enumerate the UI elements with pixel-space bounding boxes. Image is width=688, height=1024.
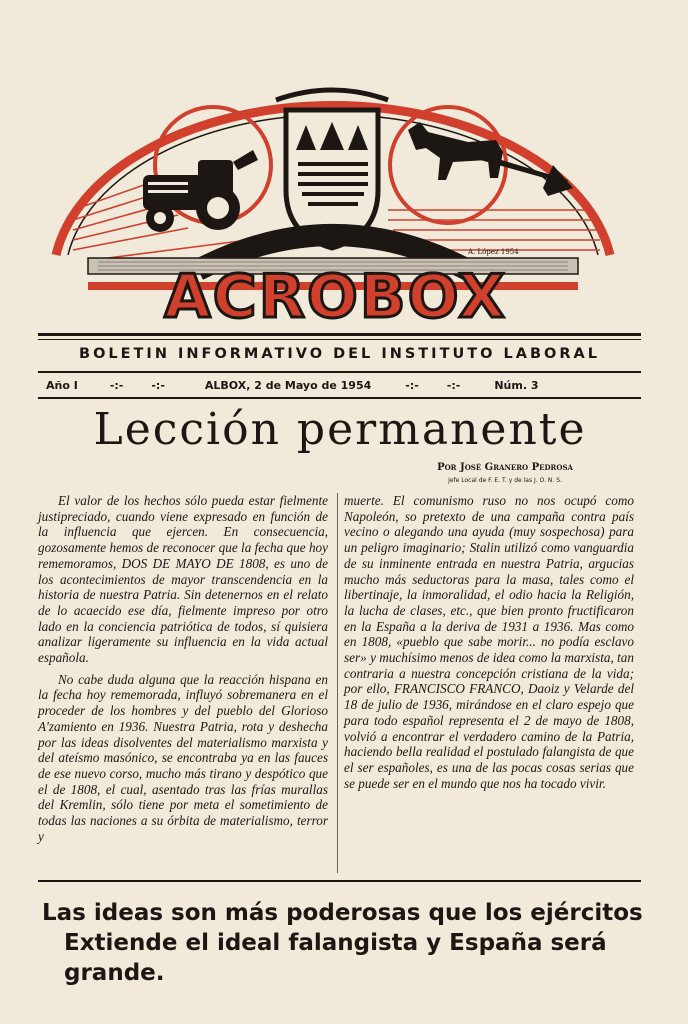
- article-paragraph: muerte. El comunismo ruso no nos ocupó como Napoleón, so pretexto de una campaña contra país vecino o alegando una ayuda (muy sospechosa) para un peligro imaginario; Stalin utilizó como vanguardia de su inminente entrada en nuestra Patria, argucias mucho más seductoras para la masa, tales como el libertinaje, la inmoralidad, el odio hacia la Religión, la lucha de clases, etc., que bien pronto fructificaron en la España a la deriva de 1931 a 1936. Mas como en 1808, «pueblo que sabe morir... no podía esclavo ser» y muchísimo menos de idea como la marxista, tan contraria a nuestra concepción cristiana de la vida; por ello, FRANCISCO FRANCO, Daoiz y Velarde del 18 de julio de 1936, mirándose en el claro espejo que para todo español representa el 2 de mayo de 1808, volvió a encontrar el verdadero camino de la Patria, haciendo bella realidad el postulado falangista de que el ser españoles, es una de las pocas cosas serias que se puede ser en el mundo que nos ha tocado vivir.: [344, 493, 634, 791]
- dateline: [46, 377, 636, 393]
- slogan-block: [42, 898, 662, 988]
- article-title: Lección permanente: [93, 404, 587, 455]
- article-author-role: Jefe Local de F. E. T. y de las J. O. N. S.: [448, 477, 562, 484]
- article-column-right: [344, 493, 634, 791]
- tractor-icon: [143, 150, 258, 232]
- slogan-line: Las ideas son más poderosas que los ejércitos: [42, 900, 643, 926]
- issue-number: Núm. 3: [494, 378, 539, 392]
- place-date: ALBOX, 2 de Mayo de 1954: [204, 378, 372, 392]
- article-paragraph: No cabe duda alguna que la reacción hispana en la fecha hoy rememorada, influyó sobremanera en el proceder de los hombres y del pueblo del Glorioso A'zamiento en 1936. Nuestra Patria, rota y deshecha por las ideas disolventes del materialismo marxista y del ateísmo masónico, se encontraba ya en las fauces de ese nuevo corso, mucho más tirano y despótico que el de 1808, el cual, asentado tras las frías murallas del Kremlin, sólo tiene por meta el sometimiento de todas las naciones a su órbita de materialismo, terror y: [38, 671, 328, 844]
- dateline-rule-top: [38, 371, 641, 373]
- slogan-line: grande.: [64, 960, 165, 986]
- slogan-line: Extiende el ideal falangista y España será: [64, 930, 607, 956]
- article-column-left: [38, 493, 328, 844]
- newsletter-subtitle: BOLETIN INFORMATIVO DEL INSTITUTO LABORAL: [79, 346, 600, 362]
- article-author: Por José Granero Pedrosa: [437, 462, 573, 473]
- dateline-separator: -:-: [109, 378, 124, 392]
- column-divider: [337, 493, 338, 873]
- artist-signature: A. López 1954: [468, 248, 519, 256]
- issue-year: Año I: [46, 378, 78, 392]
- dateline-separator: -:-: [405, 378, 419, 392]
- dateline-separator: -:-: [446, 378, 461, 392]
- masthead-rule-top: [38, 333, 641, 336]
- dateline-separator: -:-: [151, 378, 165, 392]
- article-paragraph: El valor de los hechos sólo pueda estar fielmente justipreciado, cuando viene expresado en función de la influencia que ejercen. En consecuencia, gozosamente hemos de reconocer que la fecha que hoy rememoramos, DOS DE MAYO DE 1808, es uno de los acontecimientos de mayor transcendencia en la historia de nuestra Patria. Sin detenernos en el relato de lo acaecido ese día, fielmente impreso por otro lado en la conciencia patriótica de todos, sí quisiera analizar ligeramente su influencia en la vida actual española.: [38, 493, 328, 666]
- slogan-rule: [38, 880, 641, 882]
- masthead-rule-top-thin: [38, 339, 641, 340]
- dateline-rule-bottom: [38, 397, 641, 399]
- acrobox-logo: ACROBOX: [164, 262, 507, 332]
